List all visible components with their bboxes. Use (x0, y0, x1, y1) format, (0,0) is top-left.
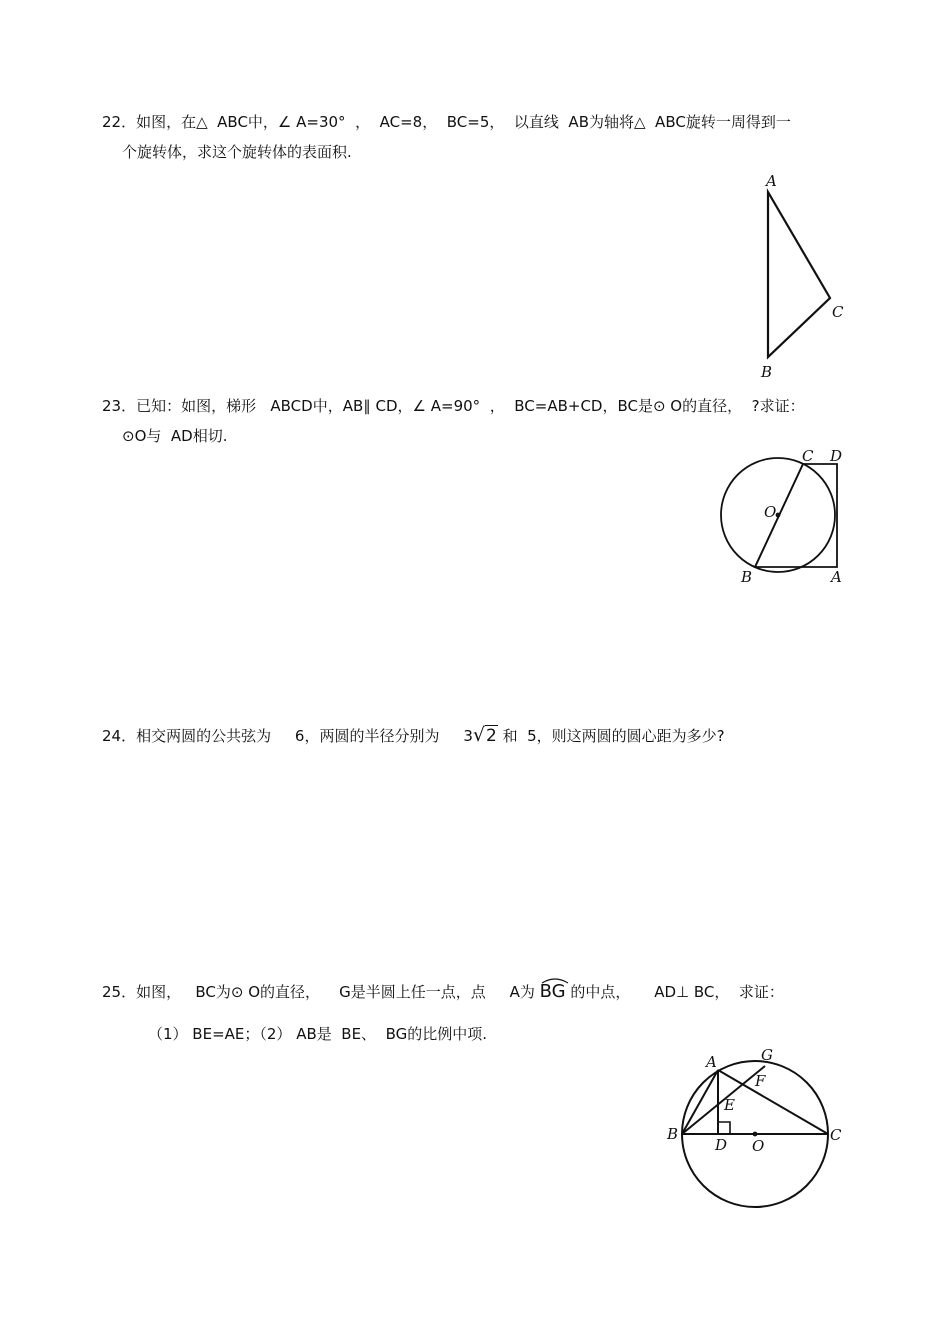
label-a: A (831, 568, 842, 586)
center-point-o (776, 513, 781, 518)
label-b: B (667, 1125, 679, 1143)
q24-line (102, 725, 725, 746)
sqrt-expression (473, 725, 498, 746)
sqrt-radicand: 2 (485, 726, 497, 746)
figure-circle-trapezoid (710, 445, 860, 590)
q25-suffix: 的中点， AD⊥ BC， 求证： (565, 983, 784, 1001)
q25-line2: （1） BE=AE；（2） AB是 BE、 BG的比例中项. (148, 1025, 488, 1043)
label-d: D (830, 447, 843, 465)
figure-semicircle (662, 1040, 852, 1210)
label-o: O (764, 503, 777, 521)
figure-triangle-abc (752, 170, 852, 382)
arc-bg (540, 982, 566, 1002)
label-e: E (724, 1096, 735, 1114)
label-d: D (715, 1136, 728, 1154)
label-a: A (706, 1053, 717, 1071)
label-f: F (755, 1072, 766, 1090)
label-c: C (802, 447, 814, 465)
sqrt-icon: √ (472, 724, 485, 746)
arc-label: BG (539, 981, 566, 1002)
right-angle-mark (718, 1122, 730, 1134)
label-b: B (741, 568, 753, 586)
q22-line1: 22．如图，在△ ABC中，∠ A=30° ， AC=8， BC=5， 以直线 AB为轴将△ ABC旋转一周得到一 (102, 113, 791, 131)
triangle-abc (768, 192, 830, 357)
q23-line1: 23．已知：如图，梯形 ABCD中，AB∥ CD，∠ A=90° ， BC=AB+CD，BC是⊙ O的直径， ?求证： (102, 397, 805, 415)
segment-ab (682, 1070, 718, 1134)
q24-suffix: 和 5，则这两圆的圆心距为多少? (497, 727, 725, 745)
label-o: O (752, 1137, 765, 1155)
center-point-o (753, 1132, 758, 1137)
label-c: C (830, 1126, 842, 1144)
q25-prefix: 25．如图， BC为⊙ O的直径， G是半圆上任一点，点 A为 (102, 983, 540, 1001)
label-c: C (832, 303, 844, 321)
q24-prefix: 24．相交两圆的公共弦为 6，两圆的半径分别为 3 (102, 727, 473, 745)
q22-line2: 个旋转体，求这个旋转体的表面积. (122, 143, 352, 161)
q25-line1 (102, 982, 784, 1002)
q23-line2: ⊙O与 AD相切. (122, 427, 228, 445)
label-a: A (766, 172, 777, 190)
arc-icon (540, 976, 570, 984)
label-g: G (761, 1046, 773, 1064)
label-b: B (761, 363, 773, 381)
